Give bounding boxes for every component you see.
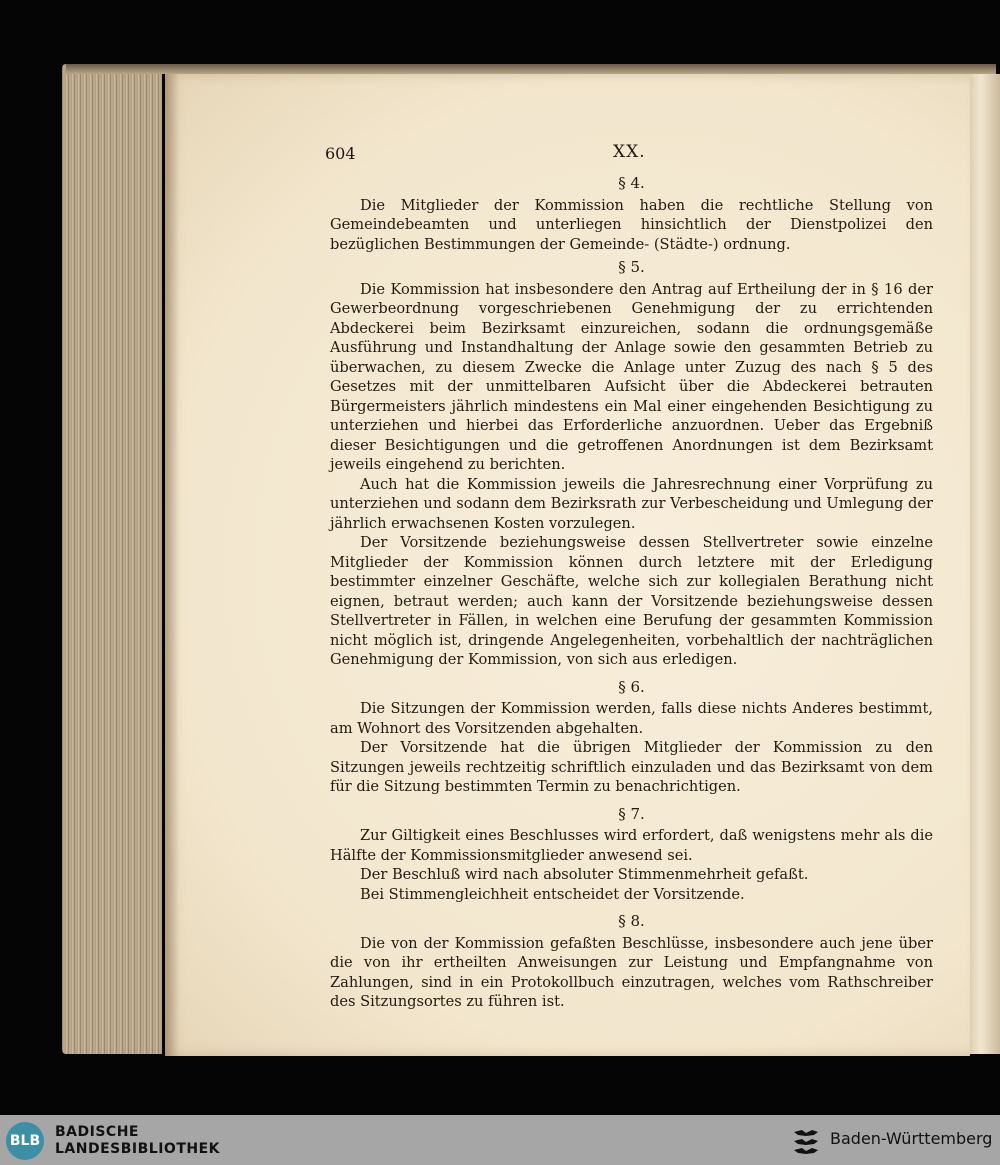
library-name-line1: BADISCHE <box>55 1124 139 1140</box>
paragraph: Der Vorsitzende beziehungsweise dessen Stellvertreter sowie einzelne Mitglieder der Kommission können durch letztere mit der Erledigung bestimmter einzelner Geschäfte, welche sich zur kollegialen Berathung nicht eignen, betraut werden; auch kann der Vorsitzende beziehungsweise dessen Stellvertreter in Fällen, in welchen eine Berufung der gesammten Kommission nicht möglich ist, dringende Angelegenheiten, vorbehaltlich der nachträglichen Genehmigung der Kommission, von sich aus erledigen. <box>330 534 933 668</box>
paragraph: Der Beschluß wird nach absoluter Stimmenmehrheit gefaßt. <box>360 866 809 883</box>
right-page-edge <box>968 74 1000 1054</box>
paragraph: Die Sitzungen der Kommission werden, falls diese nichts Anderes bestimmt, am Wohnort des Vorsitzenden abgehalten. <box>330 700 933 737</box>
library-name <box>55 1124 220 1158</box>
book-page-edges <box>62 64 162 1054</box>
book-page <box>165 74 970 1056</box>
section-heading-5: § 5. <box>618 258 645 276</box>
paragraph: Zur Giltigkeit eines Beschlusses wird erfordert, daß wenigstens mehr als die Hälfte der Kommissionsmitglieder anwesend sei. <box>330 827 933 864</box>
blb-logo-icon: BLB <box>6 1122 44 1160</box>
paragraph: Auch hat die Kommission jeweils die Jahresrechnung einer Vorprüfung zu unterziehen und sodann dem Bezirksrath zur Verbescheidung und Umlegung der jährlich erwachsenen Kosten vorzulegen. <box>330 475 933 532</box>
footer-bar <box>0 1115 1000 1165</box>
paragraph: Bei Stimmengleichheit entscheidet der Vorsitzende. <box>360 885 745 903</box>
baden-wuerttemberg-lions-icon <box>792 1127 820 1155</box>
page-body <box>330 170 933 1012</box>
running-title: XX. <box>613 142 646 162</box>
state-name: Baden-Württemberg <box>830 1129 993 1148</box>
paragraph: Der Vorsitzende hat die übrigen Mitglieder der Kommission zu den Sitzungen jeweils rechtzeitig schriftlich einzuladen und das Bezirksamt von dem für die Sitzung bestimmten Termin zu benachrichtigen. <box>330 739 933 795</box>
section-heading-6: § 6. <box>618 677 645 696</box>
library-name-line2: LANDESBIBLIOTHEK <box>55 1141 221 1157</box>
section-heading-7: § 7. <box>618 804 645 823</box>
paragraph: Die Kommission hat insbesondere den Antrag auf Ertheilung der in § 16 der Gewerbeordnung vorgeschriebenen Genehmigung der zu errichtenden Abdeckerei beim Bezirksamt einzureichen, sodann die ordnungsgemäße Ausführung und Instandhaltung der Anlage sowie den gesammten Betrieb zu überwachen, zu diesem Zwecke die Anlage unter Zuzug des nach § 5 des Gesetzes mit der unmittelbaren Aufsicht über die Abdeckerei betrauten Bürgermeisters jährlich mindestens ein Mal einer eingehenden Besichtigung zu unterziehen und hierbei das Erforderliche anzuordnen. Ueber das Ergebniß dieser Besichtigungen und die getroffenen Anordnungen ist dem Bezirksamt jeweils eingehend zu berichten. <box>330 280 933 473</box>
section-heading-8: § 8. <box>618 912 645 930</box>
paragraph: Die Mitglieder der Kommission haben die rechtliche Stellung von Gemeindebeamten und unterliegen hinsichtlich der Dienstpolizei den bezüglichen Bestimmungen der Gemeinde- (Städte-) ordnung. <box>330 196 933 253</box>
section-heading-4: § 4. <box>618 174 645 192</box>
book-top-edge <box>66 64 996 74</box>
gutter-shadow <box>165 74 179 1056</box>
page-number: 604 <box>325 144 356 163</box>
paragraph: Die von der Kommission gefaßten Beschlüsse, insbesondere auch jene über die von ihr ertheilten Anweisungen zur Leistung und Empfangnahme von Zahlungen, sind in ein Protokollbuch einzutragen, welches vom Rathschreiber des Sitzungsortes zu führen ist. <box>330 934 933 1010</box>
